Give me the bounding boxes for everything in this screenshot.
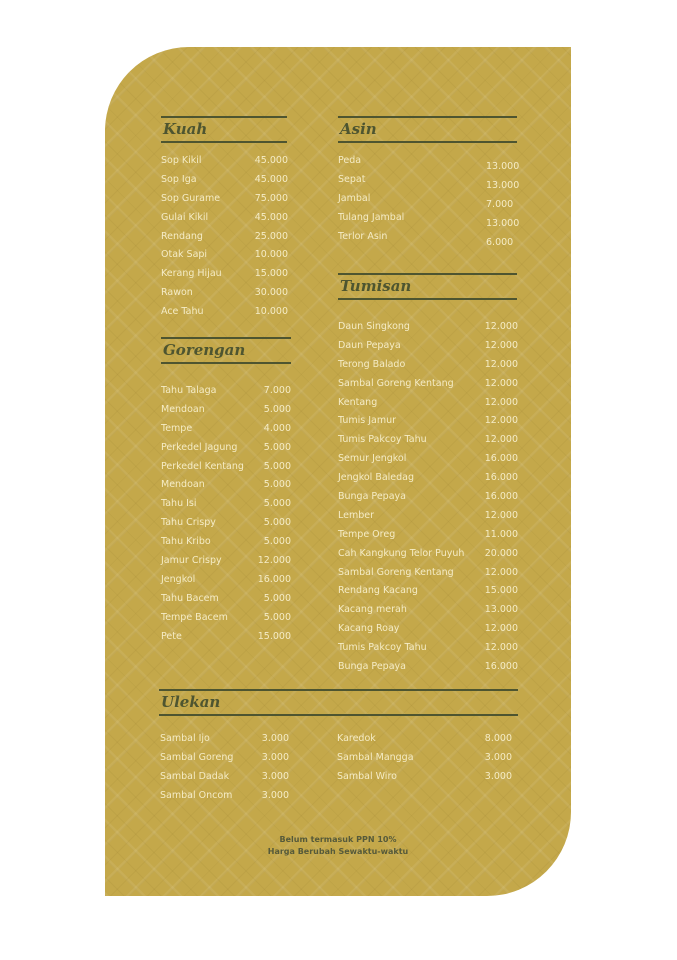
item-name: Otak Sapi: [161, 249, 208, 261]
item-price: 16.000: [484, 472, 518, 484]
item-price: 12.000: [484, 623, 518, 635]
item-name: Tempe: [161, 422, 193, 434]
item-name: Karedok: [337, 732, 376, 744]
menu-item: [160, 786, 289, 805]
item-name: Bunga Pepaya: [338, 660, 406, 672]
menu-item: [161, 627, 291, 646]
item-price: 12.000: [484, 642, 518, 654]
item-name: Semur Jengkol: [338, 453, 407, 465]
item-price: 3.000: [484, 751, 512, 763]
item-name: Cah Kangkung Telor Puyuh: [338, 547, 465, 559]
item-name: Lember: [338, 509, 375, 521]
item-name: Sambal Wiro: [337, 770, 397, 782]
item-name: Ace Tahu: [161, 306, 204, 318]
item-name: Bunga Pepaya: [338, 490, 406, 502]
menu-item: [337, 729, 512, 748]
item-name: Rendang: [161, 230, 203, 242]
ulekan-right-list: [337, 729, 512, 786]
menu-item: [161, 532, 291, 551]
menu-item: [338, 449, 518, 468]
item-price: 12.000: [484, 415, 518, 427]
kuah-list: [161, 151, 288, 321]
menu-item: [338, 411, 518, 430]
item-price: 45.000: [254, 154, 288, 166]
footer-notes: [105, 834, 571, 858]
section-title-asin: Asin: [338, 116, 517, 143]
menu-item: [161, 189, 288, 208]
menu-item: [160, 729, 289, 748]
menu-item: [160, 748, 289, 767]
gorengan-list: [161, 381, 291, 645]
item-name: Kacang merah: [338, 604, 407, 616]
menu-item: [337, 767, 512, 786]
item-price: 3.000: [261, 789, 289, 801]
menu-item: [161, 208, 288, 227]
item-name: Rendang Kacang: [338, 585, 418, 597]
item-price: 4.000: [263, 422, 291, 434]
menu-item: [161, 457, 291, 476]
menu-item: [161, 551, 291, 570]
menu-item: [161, 302, 288, 321]
item-price: 7.000: [263, 384, 291, 396]
menu-item: [161, 283, 288, 302]
menu-item: [161, 400, 291, 419]
item-price: 15.000: [257, 630, 291, 642]
item-name: Tahu Isi: [161, 498, 197, 510]
item-price: 3.000: [261, 751, 289, 763]
item-price: 3.000: [261, 732, 289, 744]
item-name: Tahu Talaga: [161, 384, 217, 396]
item-name: Tempe Oreg: [338, 528, 396, 540]
item-name: Sop Kikil: [161, 154, 202, 166]
menu-item: [338, 619, 518, 638]
menu-item: [161, 494, 291, 513]
item-name: Sambal Goreng Kentang: [338, 377, 454, 389]
item-price: 5.000: [263, 611, 291, 623]
menu-item: [338, 468, 518, 487]
menu-item: [161, 381, 291, 400]
menu-item: [161, 419, 291, 438]
item-price: 10.000: [254, 249, 288, 261]
item-price: 45.000: [254, 211, 288, 223]
item-price: 15.000: [254, 268, 288, 280]
item-name: Terong Balado: [338, 358, 406, 370]
item-name: Jengkol Baledag: [338, 472, 415, 484]
item-name: Daun Singkong: [338, 320, 410, 332]
item-price: 5.000: [263, 498, 291, 510]
item-price: 20.000: [484, 547, 518, 559]
menu-item: [338, 525, 518, 544]
menu-item: [161, 513, 291, 532]
item-name: Perkedel Jagung: [161, 441, 238, 453]
item-name: Tempe Bacem: [161, 611, 228, 623]
menu-item: [338, 506, 518, 525]
section-title-tumisan: Tumisan: [338, 273, 517, 300]
item-price: 5.000: [263, 479, 291, 491]
menu-item: [338, 393, 518, 412]
item-name: Jambal: [338, 192, 371, 204]
menu-item: [161, 438, 291, 457]
item-name: Gulai Kikil: [161, 211, 209, 223]
menu-item: [338, 487, 518, 506]
item-price: 30.000: [254, 287, 288, 299]
item-price: 16.000: [257, 573, 291, 585]
item-name: Peda: [338, 155, 362, 166]
menu-item: [161, 227, 288, 246]
menu-item: [161, 264, 288, 283]
item-name: Sop Gurame: [161, 192, 221, 204]
item-name: Sambal Goreng Kentang: [338, 566, 454, 578]
item-name: Mendoan: [161, 479, 205, 491]
item-price: 12.000: [484, 358, 518, 370]
menu-item: [161, 570, 291, 589]
item-price: 13.000: [486, 179, 520, 191]
menu-item: [161, 589, 291, 608]
item-name: Kentang: [338, 396, 378, 408]
menu-item: [338, 638, 518, 657]
item-name: Daun Pepaya: [338, 339, 401, 351]
item-price: 45.000: [254, 173, 288, 185]
item-name: Sambal Oncom: [160, 789, 233, 801]
item-price: 12.000: [484, 339, 518, 351]
menu-item: [338, 336, 518, 355]
menu-item: [161, 608, 291, 627]
item-name: Tumis Pakcoy Tahu: [338, 434, 427, 446]
menu-item: [160, 767, 289, 786]
menu-item: [338, 657, 518, 676]
tumisan-list: [338, 317, 518, 676]
item-name: Sambal Dadak: [160, 770, 230, 782]
item-price: 5.000: [263, 460, 291, 472]
item-name: Tumis Jamur: [338, 415, 397, 427]
item-price: 12.000: [484, 566, 518, 578]
item-name: Sambal Ijo: [160, 732, 210, 744]
item-price: 10.000: [254, 306, 288, 318]
price-change-note: Harga Berubah Sewaktu-waktu: [267, 847, 409, 856]
item-price: 11.000: [484, 528, 518, 540]
item-name: Pete: [161, 630, 182, 642]
item-name: Jamur Crispy: [161, 554, 222, 566]
section-title-kuah: Kuah: [161, 116, 287, 143]
item-name: Tahu Bacem: [161, 592, 219, 604]
item-name: Mendoan: [161, 403, 205, 415]
item-name: Sambal Goreng: [160, 751, 234, 763]
item-price: 16.000: [484, 490, 518, 502]
item-price: 3.000: [261, 770, 289, 782]
menu-card: [105, 47, 571, 896]
menu-item: [338, 355, 518, 374]
item-name: Tumis Pakcoy Tahu: [338, 642, 427, 654]
item-price: 12.000: [484, 377, 518, 389]
menu-item: [161, 475, 291, 494]
item-name: Perkedel Kentang: [161, 460, 244, 472]
item-price: 16.000: [484, 453, 518, 465]
item-price: 5.000: [263, 536, 291, 548]
item-name: Terlor Asin: [338, 230, 388, 242]
menu-item: [161, 245, 288, 264]
menu-item: [338, 563, 518, 582]
asin-price-list: [486, 158, 519, 252]
item-price: 5.000: [263, 592, 291, 604]
asin-name-list: [338, 152, 404, 246]
item-price: 12.000: [484, 434, 518, 446]
ulekan-left-list: [160, 729, 289, 805]
item-name: Jengkol: [161, 573, 196, 585]
item-price: 16.000: [484, 660, 518, 672]
menu-item: [338, 544, 518, 563]
item-name: Sambal Mangga: [337, 751, 414, 763]
item-name: Sepat: [338, 173, 366, 185]
item-price: 6.000: [486, 236, 514, 248]
menu-item: [161, 170, 288, 189]
item-price: 8.000: [484, 732, 512, 744]
item-price: 5.000: [263, 441, 291, 453]
item-name: Tahu Kribo: [161, 536, 211, 548]
item-name: Sop Iga: [161, 173, 197, 185]
tax-note: Belum termasuk PPN 10%: [279, 835, 397, 844]
item-name: Kacang Roay: [338, 623, 400, 635]
item-price: 15.000: [484, 585, 518, 597]
item-price: 12.000: [257, 554, 291, 566]
item-price: 13.000: [486, 217, 520, 229]
item-price: 25.000: [254, 230, 288, 242]
menu-item: [338, 317, 518, 336]
menu-item: [337, 748, 512, 767]
item-price: 12.000: [484, 396, 518, 408]
item-name: Tulang Jambal: [338, 211, 405, 223]
section-title-gorengan: Gorengan: [161, 337, 291, 364]
menu-item: [338, 581, 518, 600]
item-price: 75.000: [254, 192, 288, 204]
item-price: 13.000: [484, 604, 518, 616]
menu-item: [338, 430, 518, 449]
item-price: 12.000: [484, 509, 518, 521]
item-price: 5.000: [263, 517, 291, 529]
item-price: 5.000: [263, 403, 291, 415]
item-name: Tahu Crispy: [161, 517, 216, 529]
item-price: 12.000: [484, 320, 518, 332]
menu-item: [338, 600, 518, 619]
menu-item: [161, 151, 288, 170]
item-name: Rawon: [161, 287, 193, 299]
item-price: 13.000: [486, 161, 520, 172]
item-price: 7.000: [486, 198, 514, 210]
item-name: Kerang Hijau: [161, 268, 222, 280]
item-price: 3.000: [484, 770, 512, 782]
section-title-ulekan: Ulekan: [159, 689, 518, 716]
menu-item: [338, 374, 518, 393]
